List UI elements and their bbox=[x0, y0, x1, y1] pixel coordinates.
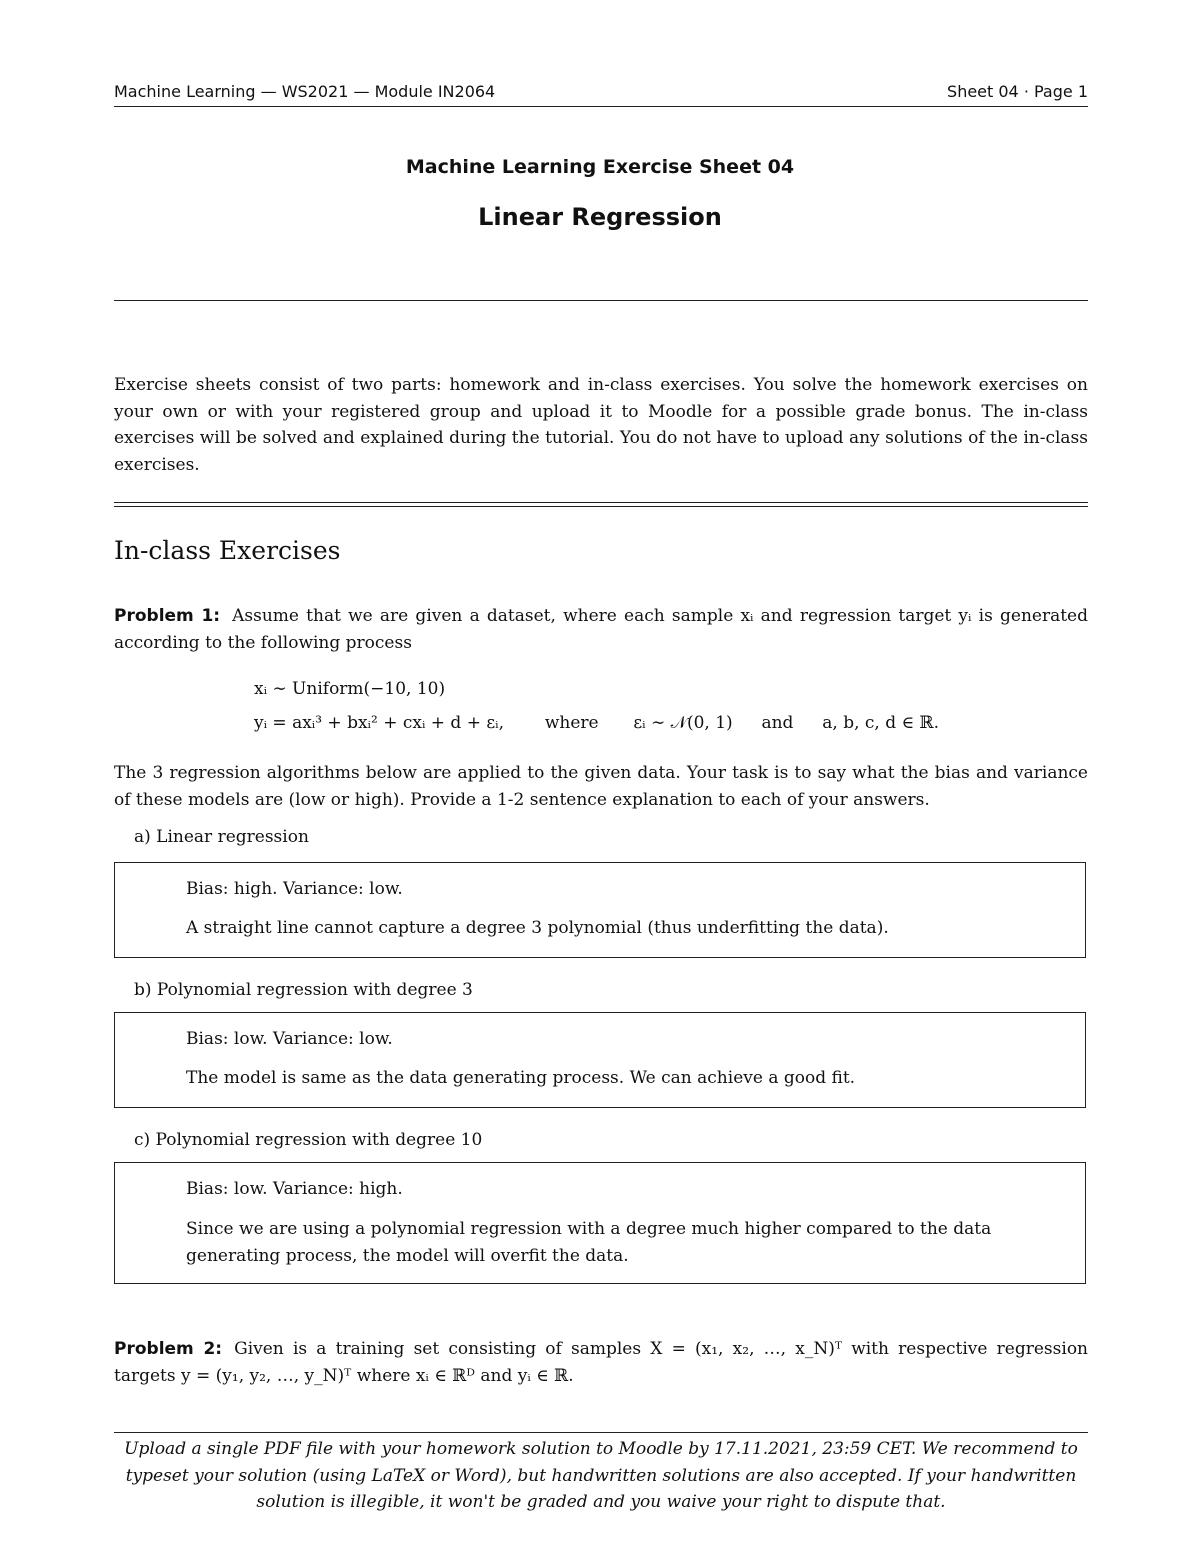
equation-2-where: where bbox=[544, 713, 599, 733]
part-b-label: b) Polynomial regression with degree 3 bbox=[134, 980, 473, 1000]
equation-2-noise: εᵢ ∼ 𝒩(0, 1) bbox=[633, 713, 733, 733]
running-header-right: Sheet 04 · Page 1 bbox=[947, 82, 1088, 101]
footer-rule bbox=[114, 1432, 1088, 1433]
equation-2-and: and bbox=[761, 713, 794, 733]
equation-2-params: a, b, c, d ∈ ℝ. bbox=[822, 713, 940, 733]
running-header-left: Machine Learning — WS2021 — Module IN2064 bbox=[114, 82, 496, 101]
part-b-answer-bias: Bias: low. Variance: low. bbox=[186, 1029, 393, 1049]
sheet-subtitle: Linear Regression bbox=[478, 203, 722, 231]
equation-2-model: yᵢ = axᵢ³ + bxᵢ² + cxᵢ + d + εᵢ, bbox=[254, 713, 504, 733]
double-rule-bottom bbox=[114, 506, 1088, 507]
problem-1-label: Problem 1: bbox=[114, 606, 221, 626]
double-rule-top bbox=[114, 502, 1088, 503]
part-a-answer-box bbox=[114, 862, 1086, 958]
intro-paragraph: Exercise sheets consist of two parts: homework and in-class exercises. You solve the homework exercises on your own or with your registered group and upload it to Moodle for a possible grade bonus. The in-class exercises will be solved and explained during the tutorial. You do not have to upload any solutions of the in-class exercises. bbox=[114, 375, 1088, 475]
section-heading: In-class Exercises bbox=[114, 536, 341, 565]
part-a-answer-bias: Bias: high. Variance: low. bbox=[186, 879, 403, 899]
problem-2-label: Problem 2: bbox=[114, 1339, 223, 1359]
part-a-label: a) Linear regression bbox=[134, 827, 309, 847]
problem-2 bbox=[114, 1336, 1088, 1389]
sheet-title: Machine Learning Exercise Sheet 04 bbox=[405, 156, 795, 178]
problem-1-task: The 3 regression algorithms below are applied to the given data. Your task is to say what the bias and variance of these models are (low or high). Provide a 1-2 sentence explanation to each of your answers. bbox=[114, 763, 1088, 810]
part-c-answer-explanation: Since we are using a polynomial regression with a degree much higher compared to the data generating process, the model will overfit the data. bbox=[186, 1219, 992, 1266]
part-b-answer-box bbox=[114, 1012, 1086, 1108]
problem-1-text: Assume that we are given a dataset, where each sample xᵢ and regression target yᵢ is generated according to the following process bbox=[114, 606, 1088, 653]
part-c-answer-bias: Bias: low. Variance: high. bbox=[186, 1179, 403, 1199]
title-rule bbox=[114, 300, 1088, 301]
problem-2-text: Given is a training set consisting of samples X = (x₁, x₂, …, x_N)ᵀ with respective regression targets y = (y₁, y₂, …, y_N)ᵀ where xᵢ ∈ ℝᴰ and yᵢ ∈ ℝ. bbox=[114, 1339, 1088, 1386]
part-b-answer-explanation: The model is same as the data generating process. We can achieve a good fit. bbox=[186, 1068, 856, 1088]
problem-1 bbox=[114, 603, 1088, 656]
part-c-answer-box bbox=[114, 1162, 1086, 1284]
equation-2 bbox=[254, 713, 939, 733]
footer-note: Upload a single PDF file with your homework solution to Moodle by 17.11.2021, 23:59 CET. We recommend to typeset your solution (using LaTeX or Word), but handwritten solutions are also accepted. If your handwritten solution is illegible, it won't be graded and you waive your right to dispute that. bbox=[124, 1439, 1078, 1512]
header-rule bbox=[114, 106, 1088, 107]
equation-1: xᵢ ∼ Uniform(−10, 10) bbox=[254, 679, 446, 699]
part-a-answer-explanation: A straight line cannot capture a degree 3 polynomial (thus underfitting the data). bbox=[186, 918, 889, 938]
part-c-label: c) Polynomial regression with degree 10 bbox=[134, 1130, 483, 1150]
